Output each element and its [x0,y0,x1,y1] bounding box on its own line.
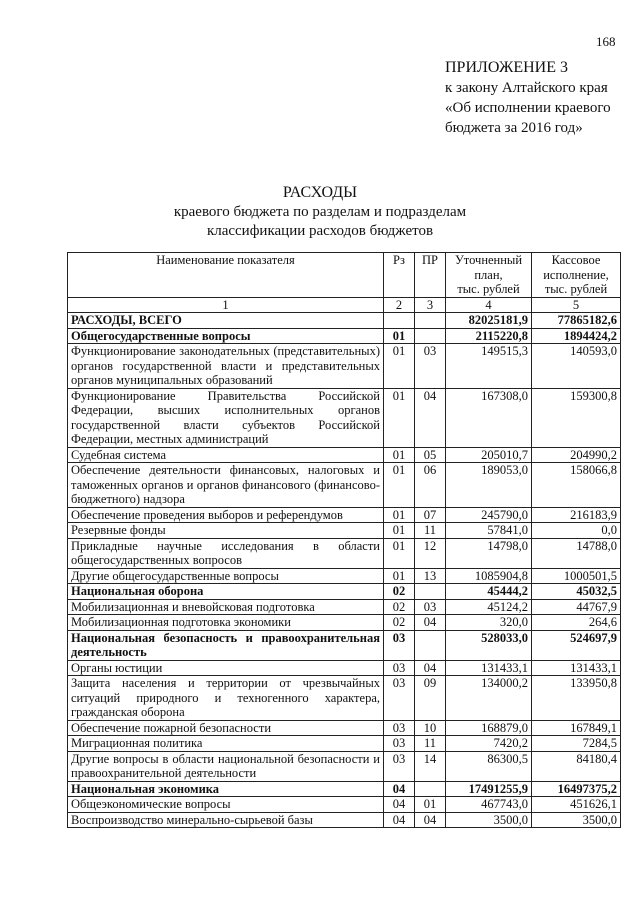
header-line: исполнение, [543,267,609,282]
table-row [68,584,621,600]
row-exec: 524697,9 [532,630,621,660]
row-plan: 528033,0 [446,630,532,660]
row-rz [384,313,415,329]
annex-title: ПРИЛОЖЕНИЕ 3 [445,59,569,76]
row-exec: 77865182,6 [532,313,621,329]
table-row [68,812,621,828]
row-rz: 01 [384,523,415,539]
row-name: Органы юстиции [68,660,384,676]
row-exec: 3500,0 [532,812,621,828]
row-pr: 07 [415,507,446,523]
row-name: Воспроизводство минерально-сырьевой базы [68,812,384,828]
table-row [68,676,621,721]
document-heading [0,183,640,241]
table-header-row [68,253,621,298]
row-name: Миграционная политика [68,736,384,752]
row-rz: 02 [384,599,415,615]
row-exec: 159300,8 [532,388,621,447]
table-row [68,388,621,447]
row-pr: 14 [415,751,446,781]
table-body [68,313,621,828]
row-exec: 0,0 [532,523,621,539]
table-row [68,463,621,508]
row-rz: 04 [384,781,415,797]
row-plan: 7420,2 [446,736,532,752]
column-header-name: Наименование показателя [68,253,384,298]
row-rz: 01 [384,568,415,584]
row-rz: 04 [384,812,415,828]
row-rz: 01 [384,344,415,389]
row-pr [415,630,446,660]
annex-line: к закону Алтайского края [445,80,608,96]
row-name: Прикладные научные исследования в области общегосударственных вопросов [68,538,384,568]
table-row [68,447,621,463]
row-exec: 204990,2 [532,447,621,463]
row-pr: 11 [415,523,446,539]
row-rz: 03 [384,751,415,781]
table-row [68,630,621,660]
row-pr: 10 [415,720,446,736]
row-rz: 01 [384,507,415,523]
row-plan: 57841,0 [446,523,532,539]
row-plan: 134000,2 [446,676,532,721]
row-plan: 82025181,9 [446,313,532,329]
row-name: Обеспечение пожарной безопасности [68,720,384,736]
row-plan: 168879,0 [446,720,532,736]
column-header-pr: ПР [415,253,446,298]
table-row [68,599,621,615]
row-rz: 02 [384,584,415,600]
table-row [68,736,621,752]
row-rz: 01 [384,463,415,508]
column-header-rz: Рз [384,253,415,298]
row-exec: 158066,8 [532,463,621,508]
row-pr: 04 [415,660,446,676]
row-rz: 03 [384,660,415,676]
row-name: РАСХОДЫ, ВСЕГО [68,313,384,329]
row-rz: 01 [384,388,415,447]
table-row [68,720,621,736]
row-rz: 01 [384,328,415,344]
table-row [68,328,621,344]
row-plan: 167308,0 [446,388,532,447]
row-plan: 3500,0 [446,812,532,828]
row-exec: 1000501,5 [532,568,621,584]
row-rz: 03 [384,676,415,721]
row-rz: 03 [384,630,415,660]
row-exec: 131433,1 [532,660,621,676]
row-name: Мобилизационная подготовка экономики [68,615,384,631]
row-name: Национальная оборона [68,584,384,600]
header-line: план, [474,267,503,282]
row-name: Обеспечение деятельности финансовых, налоговых и таможенных органов и органов финансового (финансово-бюджетного) надзора [68,463,384,508]
column-index: 3 [415,297,446,313]
table-row [68,781,621,797]
row-pr: 11 [415,736,446,752]
column-header-exec [532,253,621,298]
row-name: Резервные фонды [68,523,384,539]
row-exec: 84180,4 [532,751,621,781]
document-title: РАСХОДЫ [282,184,358,201]
table-row [68,615,621,631]
row-plan: 467743,0 [446,797,532,813]
row-name: Защита населения и территории от чрезвычайных ситуаций природного и техногенного характера, гражданская оборона [68,676,384,721]
document-subtitle: краевого бюджета по разделам и подразделам [173,204,467,220]
annex-line: бюджета за 2016 год» [445,120,583,136]
row-name: Судебная система [68,447,384,463]
row-name: Общеэкономические вопросы [68,797,384,813]
header-line: Уточненный [454,253,523,267]
row-exec: 16497375,2 [532,781,621,797]
row-exec: 7284,5 [532,736,621,752]
row-exec: 44767,9 [532,599,621,615]
annex-block [445,58,611,138]
row-plan: 189053,0 [446,463,532,508]
row-pr: 04 [415,388,446,447]
header-line: тыс. рублей [544,282,608,296]
page-number: 168 [596,34,616,49]
row-rz: 03 [384,736,415,752]
row-exec: 133950,8 [532,676,621,721]
row-name: Мобилизационная и вневойсковая подготовка [68,599,384,615]
column-index: 1 [68,297,384,313]
row-name: Обеспечение проведения выборов и референдумов [68,507,384,523]
row-name: Функционирование Правительства Российской Федерации, высших исполнительных органов государственной власти субъектов Российской Федерации, местных администраций [68,388,384,447]
row-plan: 2115220,8 [446,328,532,344]
document-subtitle: классификации расходов бюджетов [206,223,434,239]
header-line: тыс. рублей [457,282,520,296]
row-plan: 17491255,9 [446,781,532,797]
row-exec: 140593,0 [532,344,621,389]
row-pr: 04 [415,812,446,828]
column-index: 4 [446,297,532,313]
column-index-row [68,297,621,313]
row-plan: 205010,7 [446,447,532,463]
table-row [68,751,621,781]
column-header-plan [446,253,532,298]
row-exec: 14788,0 [532,538,621,568]
row-name: Национальная экономика [68,781,384,797]
column-index: 5 [532,297,621,313]
row-pr: 01 [415,797,446,813]
row-plan: 320,0 [446,615,532,631]
row-pr: 03 [415,344,446,389]
row-plan: 45444,2 [446,584,532,600]
row-pr [415,584,446,600]
row-exec: 167849,1 [532,720,621,736]
table-row [68,538,621,568]
row-pr [415,328,446,344]
annex-line: «Об исполнении краевого [445,100,611,116]
row-plan: 1085904,8 [446,568,532,584]
table-row [68,797,621,813]
column-index: 2 [384,297,415,313]
row-name: Другие общегосударственные вопросы [68,568,384,584]
header-line: Кассовое [551,253,601,267]
table-row [68,507,621,523]
row-name: Общегосударственные вопросы [68,328,384,344]
row-pr: 04 [415,615,446,631]
row-pr: 03 [415,599,446,615]
row-pr: 12 [415,538,446,568]
row-rz: 03 [384,720,415,736]
row-plan: 149515,3 [446,344,532,389]
row-plan: 131433,1 [446,660,532,676]
row-pr: 06 [415,463,446,508]
row-name: Другие вопросы в области национальной безопасности и правоохранительной деятельности [68,751,384,781]
table-row [68,344,621,389]
row-plan: 45124,2 [446,599,532,615]
row-exec: 45032,5 [532,584,621,600]
row-pr: 09 [415,676,446,721]
table-row [68,660,621,676]
expenses-table [67,252,621,828]
row-plan: 86300,5 [446,751,532,781]
row-pr [415,781,446,797]
row-rz: 02 [384,615,415,631]
row-exec: 216183,9 [532,507,621,523]
row-pr [415,313,446,329]
row-pr: 05 [415,447,446,463]
row-rz: 01 [384,538,415,568]
row-exec: 264,6 [532,615,621,631]
row-rz: 04 [384,797,415,813]
row-rz: 01 [384,447,415,463]
row-name: Функционирование законодательных (представительных) органов государственной власти и представительных органов муниципальных образований [68,344,384,389]
row-name: Национальная безопасность и правоохранительная деятельность [68,630,384,660]
row-pr: 13 [415,568,446,584]
table-row [68,568,621,584]
row-plan: 14798,0 [446,538,532,568]
table-row [68,313,621,329]
row-plan: 245790,0 [446,507,532,523]
row-exec: 1894424,2 [532,328,621,344]
row-exec: 451626,1 [532,797,621,813]
table-row [68,523,621,539]
